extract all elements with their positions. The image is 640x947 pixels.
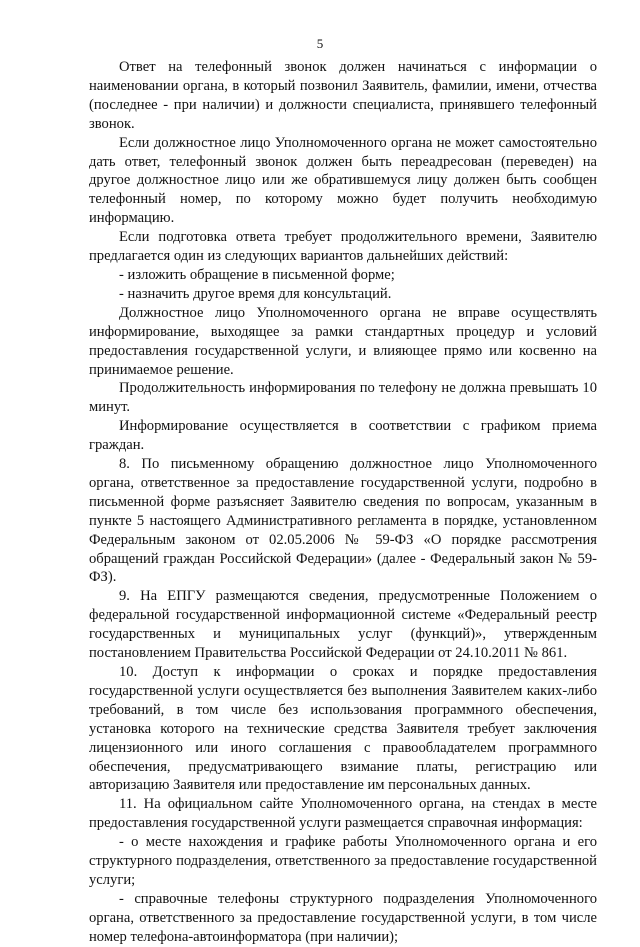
list-item-written-form: - изложить обращение в письменной форме; bbox=[119, 266, 395, 283]
paragraph-official-limits: Должностное лицо Уполномоченного органа не вправе осуществлять информирование, выходящее за рамки стандартных процедур и условий предоставления государственной услуги, и влияющее прямо или косвенно на принимаемое решение. bbox=[89, 304, 597, 378]
list-item-location-schedule: - о месте нахождения и графике работы Уполномоченного органа и его структурного подразделения, ответственного за предоставление государственной услуги; bbox=[89, 834, 597, 888]
paragraph-schedule: Информирование осуществляется в соответствии с графиком приема граждан. bbox=[89, 418, 597, 454]
page-number: 5 bbox=[316, 36, 324, 51]
document-body bbox=[89, 58, 597, 947]
paragraph-item-9: 9. На ЕПГУ размещаются сведения, предусмотренные Положением о федеральной государственной информационной системе «Федеральный реестр государственных и муниципальных услуг (функций)», утвержденным постановлением Правительства Российской Федерации от 24.10.2011 № 861. bbox=[89, 588, 597, 662]
paragraph-item-8: 8. По письменному обращению должностное лицо Уполномоченного органа, ответственное за предоставление государственной услуги, подробно в письменной форме разъясняет Заявителю сведения по вопросам, указанным в пункте 5 настоящего Административного регламента в порядке, установленном Федеральным законом от 02.05.2006 № 59-ФЗ «О порядке рассмотрения обращений граждан Российской Федерации» (далее - Федеральный закон № 59-ФЗ). bbox=[89, 456, 597, 586]
list-item-phones: - справочные телефоны структурного подразделения Уполномоченного органа, ответственного за предоставление государственной услуги, в том числе номер телефона-автоинформатора (при наличии); bbox=[89, 890, 597, 945]
list-item-other-time: - назначить другое время для консультаций. bbox=[119, 285, 392, 302]
paragraph-call-redirect: Если должностное лицо Уполномоченного органа не может самостоятельно дать ответ, телефонный звонок должен быть переадресован (переведен) на другое должностное лицо или же обратившемуся лицу должен быть сообщен телефонный номер, по которому можно будет получить необходимую информацию. bbox=[89, 134, 597, 227]
paragraph-item-11: 11. На официальном сайте Уполномоченного органа, на стендах в месте предоставления государственной услуги размещается справочная информация: bbox=[89, 796, 597, 832]
paragraph-long-answer: Если подготовка ответа требует продолжительного времени, Заявителю предлагается один из следующих вариантов дальнейших действий: bbox=[89, 229, 597, 265]
paragraph-item-10: 10. Доступ к информации о сроках и порядке предоставления государственной услуги осуществляется без выполнения Заявителем каких-либо требований, в том числе без использования программного обеспечения, установка которого на технические средства Заявителя требует заключения лицензионного или иного соглашения с правообладателем программного обеспечения, предусматривающего взимание платы, регистрацию или авторизацию Заявителя или предоставление им персональных данных. bbox=[89, 664, 597, 794]
paragraph-call-duration: Продолжительность информирования по телефону не должна превышать 10 минут. bbox=[89, 380, 597, 416]
paragraph-call-answer: Ответ на телефонный звонок должен начинаться с информации о наименовании органа, в который позвонил Заявитель, фамилии, имени, отчества (последнее - при наличии) и должности специалиста, принявшего телефонный звонок. bbox=[89, 59, 597, 132]
